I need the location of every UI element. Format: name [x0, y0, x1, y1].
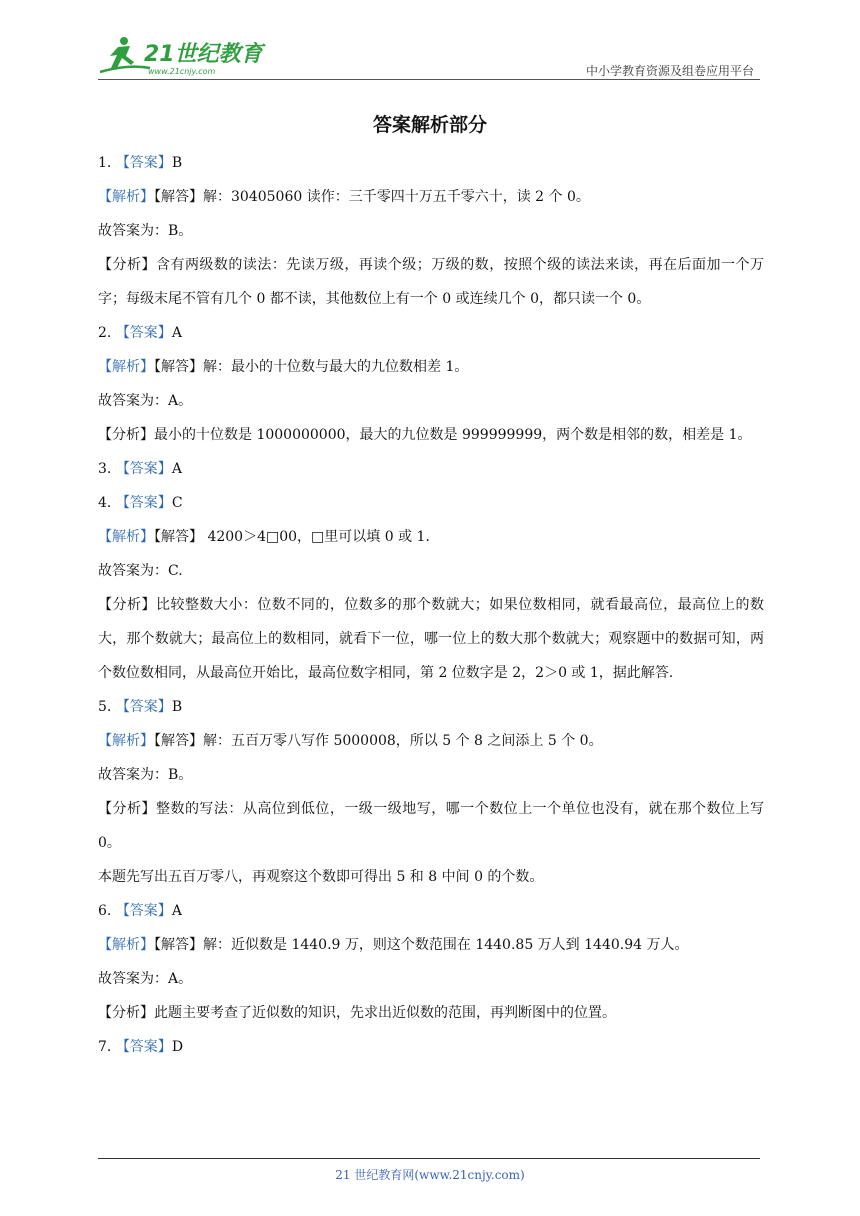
- question-number: 3.: [98, 461, 112, 477]
- answer-tag: 【答案】: [115, 495, 172, 511]
- answer-line: [98, 316, 764, 350]
- answer-value: B: [171, 699, 183, 715]
- plain-text: 故答案为：A。: [98, 971, 193, 987]
- answer-tag: 【答案】: [115, 155, 172, 171]
- solution-tag: 【解答】: [154, 733, 203, 749]
- insight-tag: 【分析】: [98, 801, 156, 817]
- insight-text: 含有两级数的读法：先读万级，再读个级；万级的数，按照个级的读法来读，再在后面加一个万字；每级末尾不管有几个 0 都不读，其他数位上有一个 0 或连续几个 0，都只读一个 0。: [98, 257, 765, 307]
- solution-tag: 【解答】: [154, 529, 203, 545]
- analysis-tag: 【解析】: [98, 189, 154, 205]
- plain-text: 故答案为：B。: [98, 223, 193, 239]
- insight-line: [98, 588, 764, 690]
- insight-text: 整数的写法：从高位到低位，一级一级地写，哪一个数位上一个单位也没有，就在那个数位上写 0。: [98, 801, 765, 851]
- footer-divider: [98, 1158, 760, 1159]
- plain-text: 故答案为：B。: [98, 767, 193, 783]
- insight-text: 此题主要考查了近似数的知识，先求出近似数的范围，再判断图中的位置。: [154, 1005, 616, 1021]
- platform-name: 中小学教育资源及组卷应用平台: [585, 64, 754, 78]
- plain-text: 故答案为：A。: [98, 393, 193, 409]
- answer-tag: 【答案】: [115, 1039, 172, 1055]
- footer-text: 21 世纪教育网(www.21cnjy.com): [335, 1168, 525, 1182]
- text-line: [98, 860, 764, 894]
- insight-line: [98, 248, 764, 316]
- analysis-text: 解：五百万零八写作 5000008，所以 5 个 8 之间添上 5 个 0。: [203, 733, 603, 749]
- plain-text: 本题先写出五百万零八，再观察这个数即可得出 5 和 8 中间 0 的个数。: [98, 869, 544, 885]
- answer-line: [98, 1030, 764, 1064]
- logo-url: www.21cnjy.com: [148, 67, 216, 76]
- insight-tag: 【分析】: [98, 257, 156, 273]
- analysis-text: 解：最小的十位数与最大的九位数相差 1。: [203, 359, 469, 375]
- answer-line: [98, 894, 764, 928]
- page-header: [98, 34, 760, 80]
- logo-21cnjy: [98, 34, 268, 78]
- insight-line: [98, 996, 764, 1030]
- insight-line: [98, 792, 764, 860]
- analysis-line: [98, 350, 764, 384]
- analysis-tag: 【解析】: [98, 733, 154, 749]
- analysis-line: [98, 724, 764, 758]
- logo-text: 21世纪教育: [144, 42, 263, 67]
- answer-tag: 【答案】: [115, 461, 172, 477]
- question-number: 7.: [98, 1039, 112, 1055]
- insight-tag: 【分析】: [98, 1005, 154, 1021]
- answer-tag: 【答案】: [115, 699, 172, 715]
- answer-tag: 【答案】: [115, 903, 172, 919]
- answer-value: A: [171, 903, 182, 919]
- text-line: [98, 758, 764, 792]
- question-number: 6.: [98, 903, 112, 919]
- text-line: [98, 214, 764, 248]
- question-number: 1.: [98, 155, 112, 171]
- section-title: 答案解析部分: [372, 114, 487, 136]
- analysis-text: 4200＞4□00，□里可以填 0 或 1.: [203, 529, 430, 545]
- answer-content: [98, 146, 764, 1064]
- text-line: [98, 962, 764, 996]
- insight-tag: 【分析】: [98, 427, 154, 443]
- question-number: 4.: [98, 495, 112, 511]
- answer-value: A: [171, 325, 182, 341]
- solution-tag: 【解答】: [154, 359, 203, 375]
- answer-tag: 【答案】: [115, 325, 172, 341]
- solution-tag: 【解答】: [154, 189, 203, 205]
- question-number: 5.: [98, 699, 112, 715]
- answer-value: D: [171, 1039, 184, 1055]
- analysis-line: [98, 180, 764, 214]
- analysis-line: [98, 520, 764, 554]
- question-number: 2.: [98, 325, 112, 341]
- answer-line: [98, 452, 764, 486]
- analysis-tag: 【解析】: [98, 359, 154, 375]
- analysis-tag: 【解析】: [98, 937, 154, 953]
- insight-text: 比较整数大小：位数不同的，位数多的那个数就大；如果位数相同，就看最高位，最高位上的数大，那个数就大；最高位上的数相同，就看下一位，哪一位上的数大那个数就大；观察题中的数据可知，两个数位数相同，从最高位开始比，最高位数字相同，第 2 位数字是 2，2＞0 或 1，据此解答.: [98, 597, 765, 681]
- analysis-text: 解：近似数是 1440.9 万，则这个数范围在 1440.85 万人到 1440.94 万人。: [203, 937, 689, 953]
- analysis-line: [98, 928, 764, 962]
- plain-text: 故答案为：C.: [98, 563, 183, 579]
- insight-text: 最小的十位数是 1000000000，最大的九位数是 999999999，两个数是相邻的数，相差是 1。: [154, 427, 752, 443]
- analysis-tag: 【解析】: [98, 529, 154, 545]
- header-divider: [98, 79, 760, 80]
- answer-value: C: [171, 495, 183, 511]
- solution-tag: 【解答】: [154, 937, 203, 953]
- text-line: [98, 554, 764, 588]
- insight-tag: 【分析】: [98, 597, 156, 613]
- insight-line: [98, 418, 764, 452]
- answer-line: [98, 486, 764, 520]
- answer-line: [98, 146, 764, 180]
- answer-value: A: [171, 461, 182, 477]
- analysis-text: 解：30405060 读作：三千零四十万五千零六十，读 2 个 0。: [203, 189, 590, 205]
- text-line: [98, 384, 764, 418]
- answer-value: B: [171, 155, 183, 171]
- answer-line: [98, 690, 764, 724]
